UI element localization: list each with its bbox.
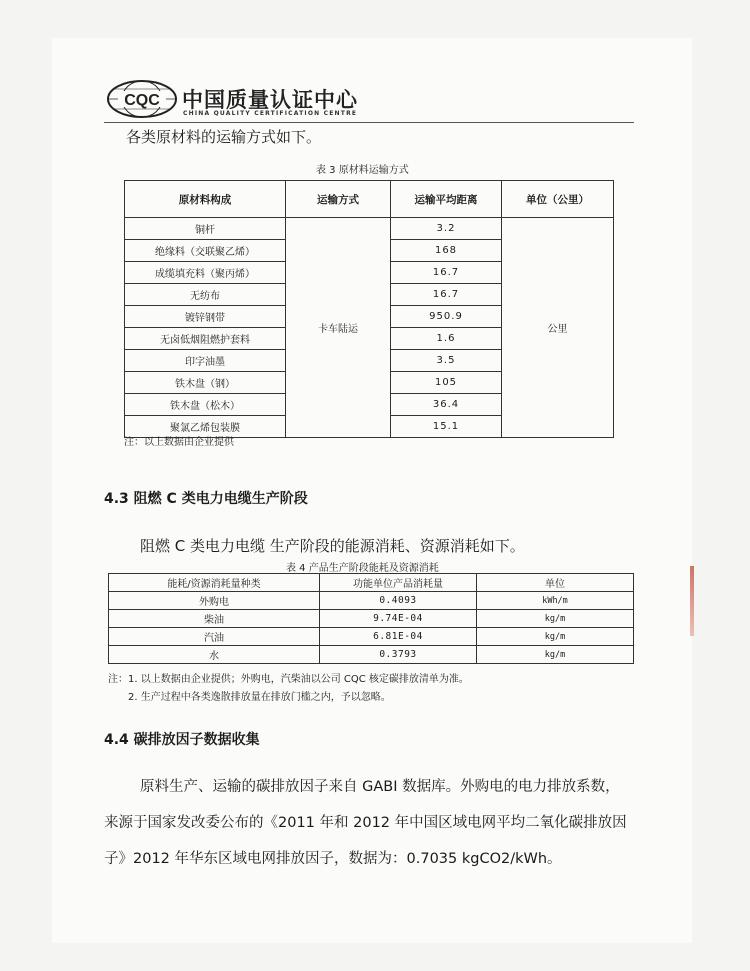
consumption-unit-cell: kWh/m xyxy=(477,592,634,610)
consumption-unit-cell: kg/m xyxy=(477,628,634,646)
unit-cell: 公里 xyxy=(502,218,614,438)
table3-header-material: 原材料构成 xyxy=(125,181,286,218)
transport-mode-cell: 卡车陆运 xyxy=(286,218,391,438)
table3-header-distance: 运输平均距离 xyxy=(391,181,502,218)
table-row xyxy=(109,628,634,646)
svg-text:CQC: CQC xyxy=(124,92,160,109)
org-name-en: CHINA QUALITY CERTIFICATION CENTRE xyxy=(183,110,358,117)
header-divider xyxy=(104,122,634,123)
material-cell: 聚氯乙烯包装膜 xyxy=(125,416,286,438)
cqc-logo xyxy=(106,79,178,119)
distance-cell: 36.4 xyxy=(391,394,502,416)
distance-cell: 3.2 xyxy=(391,218,502,240)
intro-text: 各类原材料的运输方式如下。 xyxy=(126,128,322,146)
material-cell: 无纺布 xyxy=(125,284,286,306)
table3 xyxy=(124,180,614,438)
section-4-4-line-3: 子》2012 年华东区域电网排放因子，数据为：0.7035 kgCO2/kWh。 xyxy=(104,851,562,867)
material-cell: 镀锌钢带 xyxy=(125,306,286,328)
consumption-amount-cell: 0.3793 xyxy=(320,646,477,664)
distance-cell: 16.7 xyxy=(391,262,502,284)
table4-note-2: 2. 生产过程中各类逸散排放量在排放门槛之内，予以忽略。 xyxy=(128,692,391,703)
table-row xyxy=(109,592,634,610)
consumption-amount-cell: 6.81E-04 xyxy=(320,628,477,646)
material-cell: 成缆填充料（聚丙烯） xyxy=(125,262,286,284)
material-cell: 无卤低烟阻燃护套料 xyxy=(125,328,286,350)
section-4-4-line-2: 来源于国家发改委公布的《2011 年和 2012 年中国区域电网平均二氧化碳排放因 xyxy=(104,815,627,831)
table4-header-amount: 功能单位产品消耗量 xyxy=(320,574,477,592)
material-cell: 铜杆 xyxy=(125,218,286,240)
consumption-unit-cell: kg/m xyxy=(477,610,634,628)
consumption-type-cell: 外购电 xyxy=(109,592,320,610)
consumption-unit-cell: kg/m xyxy=(477,646,634,664)
consumption-amount-cell: 0.4093 xyxy=(320,592,477,610)
table4 xyxy=(108,573,634,664)
consumption-amount-cell: 9.74E-04 xyxy=(320,610,477,628)
distance-cell: 950.9 xyxy=(391,306,502,328)
table4-header-unit: 单位 xyxy=(477,574,634,592)
distance-cell: 15.1 xyxy=(391,416,502,438)
consumption-type-cell: 水 xyxy=(109,646,320,664)
distance-cell: 16.7 xyxy=(391,284,502,306)
table4-header-row xyxy=(109,574,634,592)
table-row xyxy=(109,610,634,628)
table-row xyxy=(109,646,634,664)
material-cell: 印字油墨 xyxy=(125,350,286,372)
distance-cell: 105 xyxy=(391,372,502,394)
page-edge-mark xyxy=(690,566,694,636)
material-cell: 铁木盘（松木） xyxy=(125,394,286,416)
table3-header-unit: 单位（公里） xyxy=(502,181,614,218)
table4-header-type: 能耗/资源消耗量种类 xyxy=(109,574,320,592)
consumption-type-cell: 柴油 xyxy=(109,610,320,628)
org-name-cn: 中国质量认证中心 xyxy=(182,88,358,112)
distance-cell: 168 xyxy=(391,240,502,262)
table3-header-transport: 运输方式 xyxy=(286,181,391,218)
table3-header-row xyxy=(125,181,614,218)
material-cell: 铁木盘（钢） xyxy=(125,372,286,394)
section-heading-4-4: 4.4 碳排放因子数据收集 xyxy=(104,732,260,748)
table4-caption: 表 4 产品生产阶段能耗及资源消耗 xyxy=(286,563,439,574)
section-4-4-line-1: 原料生产、运输的碳排放因子来自 GABI 数据库。外购电的电力排放系数， xyxy=(140,779,620,795)
consumption-type-cell: 汽油 xyxy=(109,628,320,646)
table4-note-1: 注：1. 以上数据由企业提供；外购电，汽柴油以公司 CQC 核定碳排放清单为准。 xyxy=(108,674,469,685)
section-4-3-paragraph: 阻燃 C 类电力电缆 生产阶段的能源消耗、资源消耗如下。 xyxy=(140,537,525,555)
table3-caption: 表 3 原材料运输方式 xyxy=(316,165,409,176)
distance-cell: 3.5 xyxy=(391,350,502,372)
distance-cell: 1.6 xyxy=(391,328,502,350)
table-row xyxy=(125,218,614,240)
table3-note: 注：以上数据由企业提供 xyxy=(124,437,234,448)
section-heading-4-3: 4.3 阻燃 C 类电力电缆生产阶段 xyxy=(104,491,308,507)
material-cell: 绝缘料（交联聚乙烯） xyxy=(125,240,286,262)
